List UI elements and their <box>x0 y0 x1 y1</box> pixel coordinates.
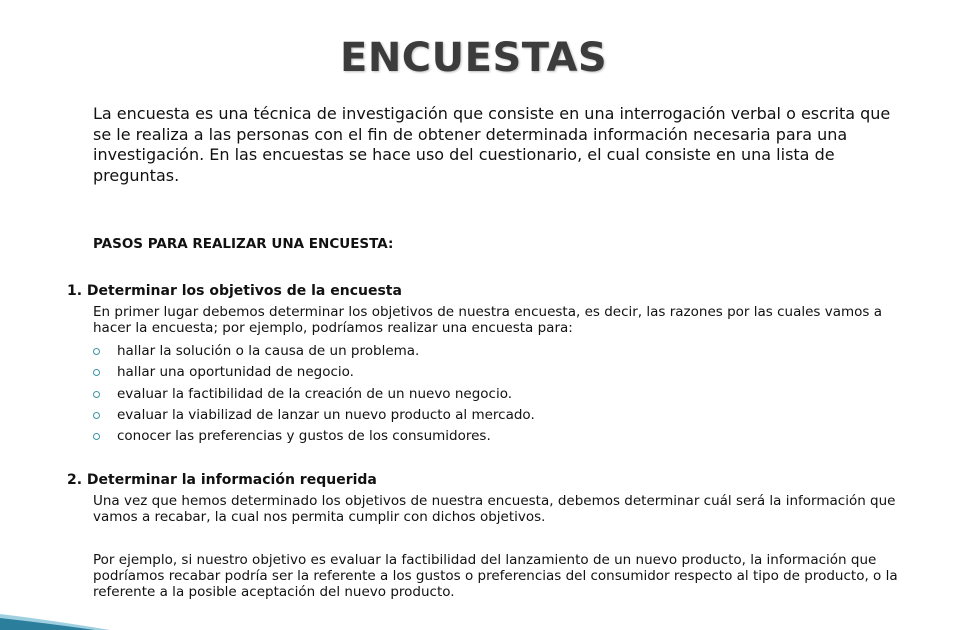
list-item <box>93 407 535 428</box>
list-item <box>93 364 535 385</box>
bullet-icon <box>93 391 100 398</box>
step-2-paragraph: Una vez que hemos determinado los objetivos de nuestra encuesta, debemos determinar cuál será la información que vamos a recabar, la cual nos permita cumplir con dichos objetivos. <box>93 493 896 525</box>
list-item <box>93 386 535 407</box>
list-item-text: conocer las preferencias y gustos de los consumidores. <box>117 428 491 445</box>
step-1-title: 1. Determinar los objetivos de la encuesta <box>67 283 402 299</box>
intro-paragraph: La encuesta es una técnica de investigación que consiste en una interrogación verbal o escrita que se le realiza a las personas con el fin de obtener determinada información necesaria para una investigación. En las encuestas se hace uso del cuestionario, el cual consiste en una lista de preguntas. <box>93 104 891 185</box>
wave-dark <box>0 618 95 630</box>
page-title: ENCUESTAS <box>340 35 608 81</box>
steps-heading: PASOS PARA REALIZAR UNA ENCUESTA: <box>93 236 394 252</box>
list-item-text: hallar una oportunidad de negocio. <box>117 364 354 381</box>
step-1-paragraph: En primer lugar debemos determinar los objetivos de nuestra encuesta, es decir, las razones por las cuales vamos a hacer la encuesta; por ejemplo, podríamos realizar una encuesta para: <box>93 304 883 336</box>
bullet-icon <box>93 433 100 440</box>
bullet-icon <box>93 348 100 355</box>
list-item <box>93 428 535 449</box>
list-item <box>93 343 535 364</box>
bullet-icon <box>93 369 100 376</box>
step-2-example-paragraph: Por ejemplo, si nuestro objetivo es evaluar la factibilidad del lanzamiento de un nuevo producto, la información que podríamos recabar podría ser la referente a los gustos o preferencias del consumidor respecto al tipo de producto, o la referente a la posible aceptación del nuevo producto. <box>93 552 898 600</box>
list-item-text: hallar la solución o la causa de un problema. <box>117 343 420 359</box>
bullet-icon <box>93 412 100 419</box>
wave-decoration-icon <box>0 610 110 630</box>
list-item-text: evaluar la viabilizad de lanzar un nuevo producto al mercado. <box>117 406 535 423</box>
list-item-text: evaluar la factibilidad de la creación de un nuevo negocio. <box>117 385 513 402</box>
step-2-title: 2. Determinar la información requerida <box>67 472 377 488</box>
step-1-bullet-list <box>93 343 535 449</box>
